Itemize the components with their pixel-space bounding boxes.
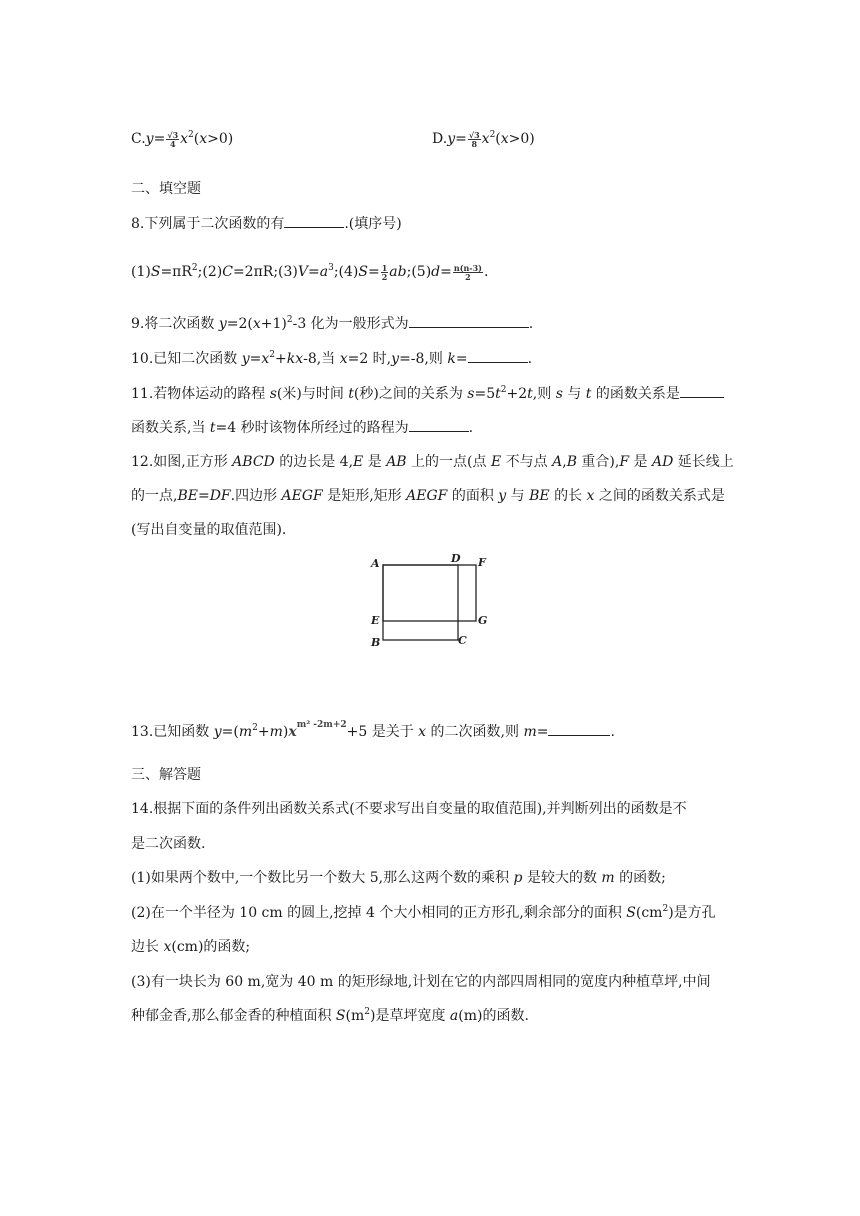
question-9: 9.将二次函数 $y=2(x+1)^2-3$ 化为一般形式为 . xyxy=(131,315,534,332)
question-8-items: $(1)S=\pi R^2;(2)C=2\pi R;(3)V=a^3;(4)S=$ $\frac{1}{2}$ ab;(5)d= $\frac{n(n-3)}{2}$ . xyxy=(131,262,489,282)
option-d: D.y= $\frac{√3}{8}$ $x^2(x>0)$ xyxy=(432,129,535,149)
square-rectangle-figure xyxy=(364,550,504,650)
option-c: C.y= $\frac{√3}{4}$ $x^2(x>0)$ xyxy=(131,129,234,149)
label-f: F xyxy=(478,556,486,569)
rectangle-aegf xyxy=(383,565,476,621)
question-11-line-1: 11.若物体运动的路程 s(米)与时间 t(秒)之间的关系为 $s=5t^2+2t$,则 s 与 t 的函数关系是 xyxy=(131,383,724,404)
section-title-fill-in: 二、填空题 xyxy=(131,181,201,197)
question-12-line-1: 12.如图,正方形 ABCD 的边长是 4,E 是 AB 上的一点(点 E 不与点 A,B 重合),F 是 AD 延长线上 xyxy=(131,454,734,470)
exponent: m² -2m+2 xyxy=(296,720,347,730)
answer-blank[interactable] xyxy=(409,417,469,432)
fraction: $\frac{√3}{4}$ xyxy=(167,129,179,149)
label-g: G xyxy=(478,614,488,627)
answer-blank[interactable] xyxy=(409,313,529,328)
fraction: $\frac{1}{2}$ xyxy=(381,262,388,282)
label-e: E xyxy=(371,614,380,627)
question-14-item-3-cont: 种郁金香,那么郁金香的种植面积 $S(m^2)$是草坪宽度 a(m)的函数. xyxy=(131,1007,529,1024)
question-14-item-2: (2)在一个半径为 10 cm 的圆上,挖掉 4 个大小相同的正方形孔,剩余部分的面积 $S(cm^2)$是方孔 xyxy=(131,904,716,921)
square-abcd xyxy=(383,565,458,640)
question-14-line-1: 14.根据下面的条件列出函数关系式(不要求写出自变量的取值范围),并判断列出的函数是不 xyxy=(131,801,687,817)
label-a: A xyxy=(371,557,380,570)
fraction: $\frac{√3}{8}$ xyxy=(468,129,480,149)
section-title-solve: 三、解答题 xyxy=(131,767,201,783)
label-b: B xyxy=(371,636,381,649)
question-10: 10.已知二次函数 $y=x^2+kx-8$,当 x=2 时,y=-8,则 k= . xyxy=(131,350,533,367)
label-c: C xyxy=(458,634,467,647)
label-d: D xyxy=(451,552,461,565)
answer-blank[interactable] xyxy=(468,348,528,363)
question-12-line-3: (写出自变量的取值范围). xyxy=(131,522,287,538)
answer-blank[interactable] xyxy=(680,383,724,398)
answer-blank[interactable] xyxy=(548,721,610,736)
question-13: 13.已知函数 $y=(m^2+m)x^{m^2 -2m+2}+5$ 是关于 x 的二次函数,则 m= . xyxy=(131,720,615,740)
answer-blank[interactable] xyxy=(284,213,344,228)
question-8: 8.下列属于二次函数的有 .(填序号) xyxy=(131,213,402,234)
question-12-line-2: 的一点,BE=DF.四边形 AEGF 是矩形,矩形 AEGF 的面积 y 与 BE 的长 x 之间的函数关系式是 xyxy=(131,488,725,504)
question-11-line-2: 函数关系,当 t=4 秒时该物体所经过的路程为 . xyxy=(131,417,473,438)
question-14-item-3: (3)有一块长为 60 m,宽为 40 m 的矩形绿地,计划在它的内部四周相同的宽度内种植草坪,中间 xyxy=(131,974,711,990)
question-14-item-1: (1)如果两个数中,一个数比另一个数大 5,那么这两个数的乘积 p 是较大的数 m 的函数; xyxy=(131,870,666,886)
fraction: $\frac{n(n-3)}{2}$ xyxy=(453,262,482,282)
question-14-item-2-cont: 边长 x(cm)的函数; xyxy=(131,939,251,955)
question-14-line-2: 是二次函数. xyxy=(131,836,206,852)
